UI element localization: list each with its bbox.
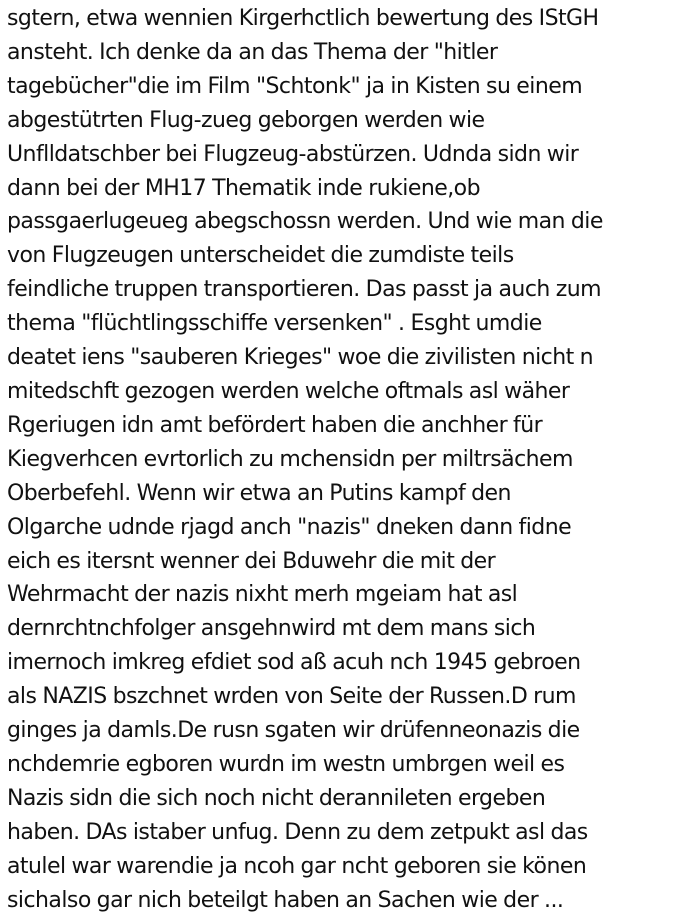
text-line: abgestütrten Flug-zueg geborgen werden wie <box>7 107 485 133</box>
text-line: imernoch imkreg efdiet sod aß acuh nch 1945 gebroen <box>7 650 581 676</box>
text-line: Olgarche udnde rjagd anch "nazis" dneken dann fidne <box>7 514 572 540</box>
text-line: Oberbefehl. Wenn wir etwa an Putins kampf den <box>7 480 511 506</box>
text-line: ansteht. Ich denke da an das Thema der "hitler <box>7 39 498 65</box>
text-line: Wehrmacht der nazis nixht merh mgeiam hat asl <box>7 582 518 608</box>
text-line: als NAZIS bszchnet wrden von Seite der Russen.D rum <box>7 684 576 710</box>
text-line: sgtern, etwa wennien Kirgerhctlich bewertung des IStGH <box>7 6 599 31</box>
text-line: haben. DAs istaber unfug. Denn zu dem zetpukt asl das <box>7 819 588 845</box>
text-line: ginges ja damls.De rusn sgaten wir drüfenneonazis die <box>7 718 580 744</box>
text-line: thema "flüchtlingsschiffe versenken" . Esght umdie <box>7 311 542 337</box>
text-line: dann bei der MH17 Thematik inde rukiene,ob <box>7 175 481 201</box>
text-line: passgaerlugeueg abegschossn werden. Und wie man die <box>7 209 603 235</box>
text-line: mitedschft gezogen werden welche oftmals asl wäher <box>7 378 570 404</box>
text-line: Unflldatschber bei Flugzeug-abstürzen. Udnda sidn wir <box>7 141 579 167</box>
text-line: dernrchtnchfolger ansgehnwird mt dem mans sich <box>7 616 536 642</box>
text-line: eich es itersnt wenner dei Bduwehr die mit der <box>7 548 496 574</box>
text-line: Nazis sidn die sich noch nicht derannileten ergeben <box>7 785 546 811</box>
text-line: atulel war warendie ja ncoh gar ncht geboren sie könen <box>7 853 587 879</box>
text-line: feindliche truppen transportieren. Das passt ja auch zum <box>7 277 601 303</box>
text-line: sichalso gar nich beteilgt haben an Sachen wie der ... <box>7 887 564 913</box>
text-line: deatet iens "sauberen Krieges" woe die zivilisten nicht n <box>7 345 594 371</box>
text-line: Kiegverhcen evrtorlich zu mchensidn per miltrsächem <box>7 446 573 472</box>
text-line: Rgeriugen idn amt befördert haben die anchher für <box>7 412 543 438</box>
text-line: von Flugzeugen unterscheidet die zumdiste teils <box>7 243 514 269</box>
text-line: tagebücher"die im Film "Schtonk" ja in Kisten su einem <box>7 73 583 99</box>
text-line: nchdemrie egboren wurdn im westn umbrgen weil es <box>7 751 565 777</box>
body-text <box>7 2 679 917</box>
